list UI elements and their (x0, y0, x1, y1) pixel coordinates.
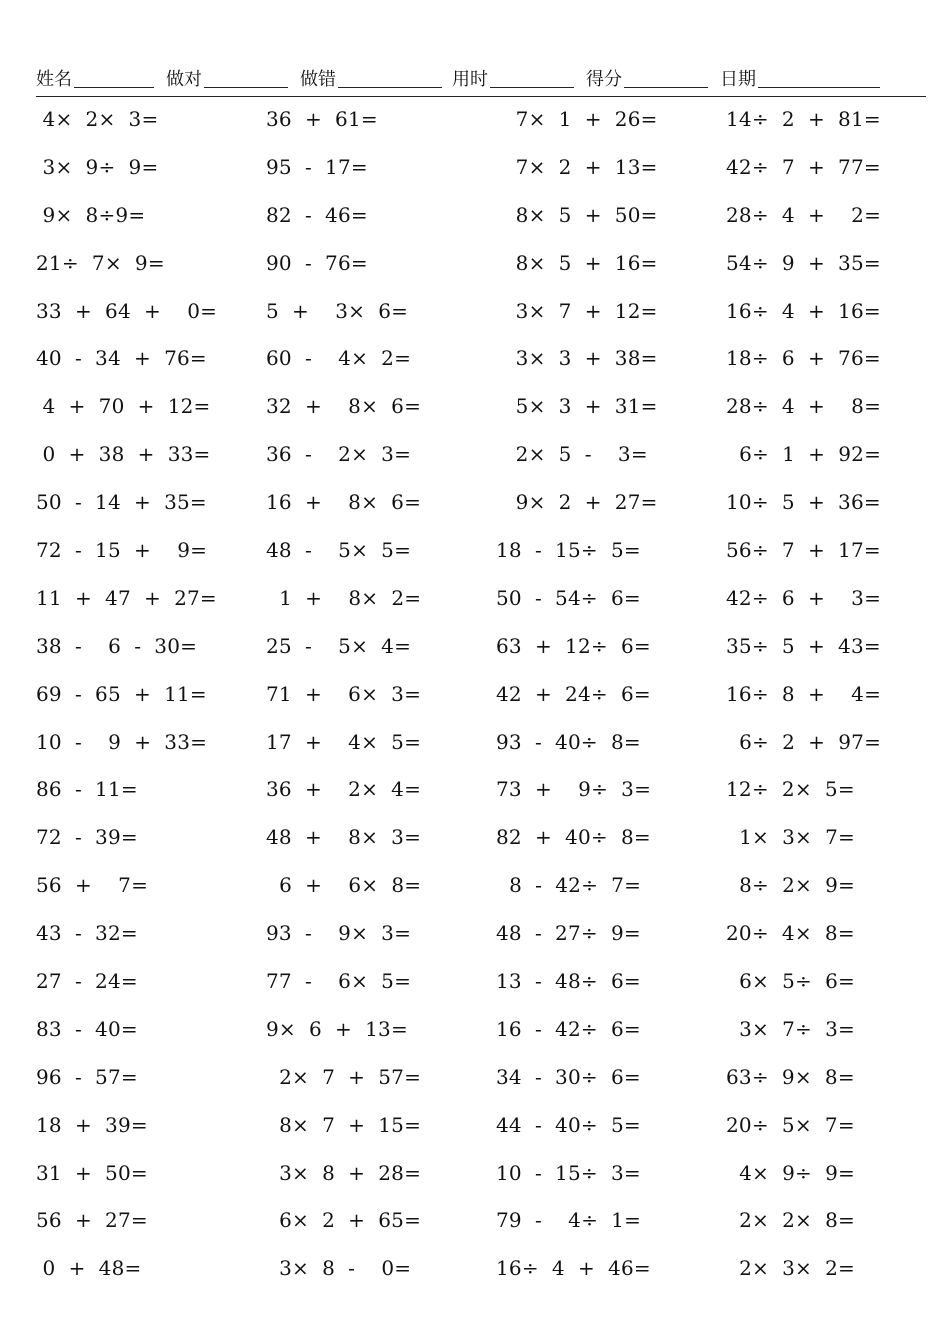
arithmetic-problem: 83 - 40= (36, 1016, 138, 1041)
arithmetic-problem: 9× 2 + 27= (496, 490, 658, 515)
arithmetic-problem: 96 - 57= (36, 1064, 138, 1089)
arithmetic-problem: 69 - 65 + 11= (36, 681, 207, 706)
arithmetic-problem: 18 - 15÷ 5= (496, 538, 641, 563)
arithmetic-problem: 42÷ 6 + 3= (726, 585, 882, 610)
worksheet-header (36, 64, 926, 97)
arithmetic-problem: 2× 3× 2= (726, 1256, 855, 1281)
name-blank[interactable] (74, 86, 154, 88)
arithmetic-problem: 9× 8÷9= (36, 202, 146, 227)
name-label: 姓名 (36, 69, 72, 90)
arithmetic-problem: 50 - 14 + 35= (36, 490, 207, 515)
problem-row (36, 192, 926, 240)
problem-grid (36, 96, 926, 1293)
arithmetic-problem: 77 - 6× 5= (266, 969, 412, 994)
arithmetic-problem: 50 - 54÷ 6= (496, 585, 641, 610)
arithmetic-problem: 32 + 8× 6= (266, 394, 422, 419)
arithmetic-problem: 48 + 8× 3= (266, 825, 422, 850)
arithmetic-problem: 3× 3 + 38= (496, 346, 658, 371)
arithmetic-problem: 2× 7 + 57= (266, 1064, 422, 1089)
arithmetic-problem: 6 + 6× 8= (266, 873, 422, 898)
arithmetic-problem: 7× 1 + 26= (496, 107, 658, 131)
arithmetic-problem: 36 - 2× 3= (266, 442, 412, 467)
arithmetic-problem: 63÷ 9× 8= (726, 1064, 855, 1089)
problem-row (36, 383, 926, 431)
date-field (720, 65, 880, 96)
arithmetic-problem: 16÷ 8 + 4= (726, 681, 882, 706)
arithmetic-problem: 2× 2× 8= (726, 1208, 855, 1233)
arithmetic-problem: 42÷ 7 + 77= (726, 154, 881, 179)
arithmetic-problem: 28÷ 4 + 2= (726, 202, 882, 227)
arithmetic-problem: 93 - 9× 3= (266, 921, 412, 946)
arithmetic-problem: 33 + 64 + 0= (36, 298, 218, 323)
problem-row (36, 1102, 926, 1150)
arithmetic-problem: 16 + 8× 6= (266, 490, 422, 515)
arithmetic-problem: 1× 3× 7= (726, 825, 855, 850)
arithmetic-problem: 8× 7 + 15= (266, 1112, 422, 1137)
date-blank[interactable] (758, 86, 880, 88)
arithmetic-problem: 82 + 40÷ 8= (496, 825, 651, 850)
arithmetic-problem: 6÷ 2 + 97= (726, 729, 882, 754)
arithmetic-problem: 6× 5÷ 6= (726, 969, 855, 994)
arithmetic-problem: 16÷ 4 + 46= (496, 1256, 651, 1281)
arithmetic-problem: 43 - 32= (36, 921, 138, 946)
arithmetic-problem: 36 + 2× 4= (266, 777, 422, 802)
problem-row (36, 479, 926, 527)
arithmetic-problem: 3× 7 + 12= (496, 298, 658, 323)
arithmetic-problem: 28÷ 4 + 8= (726, 394, 882, 419)
arithmetic-problem: 12÷ 2× 5= (726, 777, 855, 802)
arithmetic-problem: 10 - 15÷ 3= (496, 1160, 641, 1185)
score-label: 得分 (586, 69, 622, 90)
arithmetic-problem: 21÷ 7× 9= (36, 250, 165, 275)
arithmetic-problem: 8 - 42÷ 7= (496, 873, 642, 898)
arithmetic-problem: 8÷ 2× 9= (726, 873, 855, 898)
arithmetic-problem: 1 + 8× 2= (266, 585, 422, 610)
arithmetic-problem: 82 - 46= (266, 202, 368, 227)
problem-row (36, 1245, 926, 1293)
arithmetic-problem: 8× 5 + 50= (496, 202, 658, 227)
arithmetic-problem: 48 - 27÷ 9= (496, 921, 641, 946)
problem-row (36, 671, 926, 719)
arithmetic-problem: 40 - 34 + 76= (36, 346, 207, 371)
score-field (586, 65, 708, 96)
problem-row (36, 1006, 926, 1054)
problem-row (36, 431, 926, 479)
arithmetic-problem: 7× 2 + 13= (496, 154, 658, 179)
score-blank[interactable] (624, 86, 708, 88)
problem-row (36, 527, 926, 575)
arithmetic-problem: 79 - 4÷ 1= (496, 1208, 642, 1233)
arithmetic-problem: 8× 5 + 16= (496, 250, 658, 275)
arithmetic-problem: 27 - 24= (36, 969, 138, 994)
arithmetic-problem: 48 - 5× 5= (266, 538, 412, 563)
arithmetic-problem: 13 - 48÷ 6= (496, 969, 641, 994)
arithmetic-problem: 56 + 27= (36, 1208, 148, 1233)
arithmetic-problem: 71 + 6× 3= (266, 681, 422, 706)
date-label: 日期 (720, 69, 756, 90)
arithmetic-problem: 20÷ 4× 8= (726, 921, 855, 946)
time-blank[interactable] (490, 86, 574, 88)
problem-row (36, 623, 926, 671)
arithmetic-problem: 5× 3 + 31= (496, 394, 658, 419)
arithmetic-problem: 10 - 9 + 33= (36, 729, 208, 754)
arithmetic-problem: 72 - 39= (36, 825, 138, 850)
time-label: 用时 (452, 69, 488, 90)
problem-row (36, 1197, 926, 1245)
arithmetic-problem: 73 + 9÷ 3= (496, 777, 652, 802)
arithmetic-problem: 11 + 47 + 27= (36, 585, 217, 610)
arithmetic-problem: 93 - 40÷ 8= (496, 729, 641, 754)
arithmetic-problem: 35÷ 5 + 43= (726, 633, 881, 658)
arithmetic-problem: 56÷ 7 + 17= (726, 538, 881, 563)
arithmetic-problem: 9× 6 + 13= (266, 1016, 408, 1041)
problem-row (36, 814, 926, 862)
arithmetic-problem: 6÷ 1 + 92= (726, 442, 882, 467)
arithmetic-problem: 0 + 38 + 33= (36, 442, 211, 467)
arithmetic-problem: 90 - 76= (266, 250, 368, 275)
arithmetic-problem: 34 - 30÷ 6= (496, 1064, 641, 1089)
arithmetic-problem: 38 - 6 - 30= (36, 633, 198, 658)
arithmetic-problem: 63 + 12÷ 6= (496, 633, 651, 658)
problem-row (36, 240, 926, 288)
arithmetic-problem: 36 + 61= (266, 107, 378, 131)
arithmetic-problem: 25 - 5× 4= (266, 633, 412, 658)
arithmetic-problem: 56 + 7= (36, 873, 149, 898)
arithmetic-problem: 16 - 42÷ 6= (496, 1016, 641, 1041)
problem-row (36, 1150, 926, 1198)
wrong-label: 做错 (300, 69, 336, 90)
arithmetic-problem: 0 + 48= (36, 1256, 142, 1281)
wrong-blank[interactable] (338, 86, 442, 88)
problem-row (36, 1054, 926, 1102)
arithmetic-problem: 20÷ 5× 7= (726, 1112, 855, 1137)
name-field (36, 65, 154, 96)
correct-label: 做对 (166, 69, 202, 90)
arithmetic-problem: 4× 9÷ 9= (726, 1160, 855, 1185)
arithmetic-problem: 5 + 3× 6= (266, 298, 409, 323)
arithmetic-problem: 6× 2 + 65= (266, 1208, 422, 1233)
wrong-field (300, 65, 442, 96)
arithmetic-problem: 3× 8 + 28= (266, 1160, 422, 1185)
arithmetic-problem: 95 - 17= (266, 154, 368, 179)
arithmetic-problem: 31 + 50= (36, 1160, 148, 1185)
arithmetic-problem: 4× 2× 3= (36, 107, 159, 131)
arithmetic-problem: 16÷ 4 + 16= (726, 298, 881, 323)
arithmetic-problem: 60 - 4× 2= (266, 346, 412, 371)
arithmetic-problem: 42 + 24÷ 6= (496, 681, 651, 706)
problem-row (36, 958, 926, 1006)
arithmetic-problem: 14÷ 2 + 81= (726, 107, 881, 131)
problem-row (36, 335, 926, 383)
problem-row (36, 288, 926, 336)
problem-row (36, 575, 926, 623)
arithmetic-problem: 72 - 15 + 9= (36, 538, 208, 563)
problem-row (36, 766, 926, 814)
arithmetic-problem: 2× 5 - 3= (496, 442, 648, 467)
problem-row (36, 96, 926, 144)
arithmetic-problem: 54÷ 9 + 35= (726, 250, 881, 275)
arithmetic-problem: 86 - 11= (36, 777, 138, 802)
arithmetic-problem: 3× 8 - 0= (266, 1256, 412, 1281)
arithmetic-problem: 44 - 40÷ 5= (496, 1112, 641, 1137)
arithmetic-problem: 10÷ 5 + 36= (726, 490, 881, 515)
arithmetic-problem: 3× 7÷ 3= (726, 1016, 855, 1041)
arithmetic-problem: 17 + 4× 5= (266, 729, 422, 754)
arithmetic-problem: 4 + 70 + 12= (36, 394, 211, 419)
correct-field (166, 65, 288, 96)
correct-blank[interactable] (204, 86, 288, 88)
problem-row (36, 144, 926, 192)
arithmetic-problem: 3× 9÷ 9= (36, 154, 159, 179)
problem-row (36, 910, 926, 958)
problem-row (36, 719, 926, 767)
arithmetic-problem: 18÷ 6 + 76= (726, 346, 881, 371)
problem-row (36, 862, 926, 910)
time-field (452, 65, 574, 96)
arithmetic-problem: 18 + 39= (36, 1112, 148, 1137)
